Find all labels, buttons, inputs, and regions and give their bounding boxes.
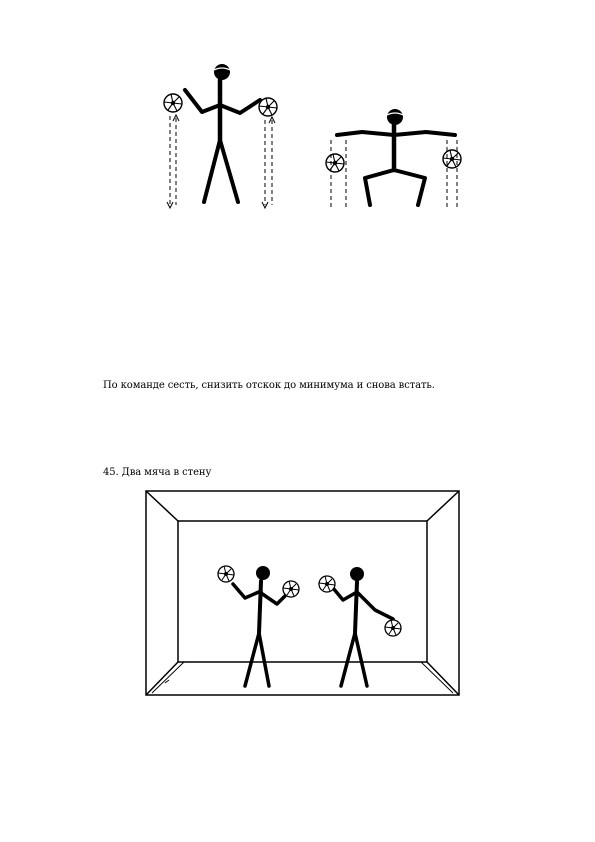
room-frame [146, 491, 459, 695]
bounce-path-right [262, 117, 275, 208]
bounce-path-left [167, 115, 179, 208]
exercise-instruction-text: По команде сесть, снизить отскок до минимума и снова встать. [103, 380, 435, 391]
exercise-heading: 45. Два мяча в стену [103, 467, 212, 478]
ball-icon [259, 98, 277, 116]
ball-icon [218, 566, 234, 582]
bounce-squat-illustration [150, 60, 470, 220]
squatting-figure [337, 109, 455, 205]
two-balls-wall-illustration [145, 488, 461, 698]
ball-icon [385, 620, 401, 636]
ball-icon [443, 150, 461, 168]
ball-icon [326, 154, 344, 172]
ball-icon [319, 576, 335, 592]
ball-icon [283, 581, 299, 597]
wall-figure-right [333, 567, 393, 686]
ball-icon [164, 94, 182, 112]
wall-figure-left [233, 566, 289, 686]
standing-figure [185, 64, 260, 202]
